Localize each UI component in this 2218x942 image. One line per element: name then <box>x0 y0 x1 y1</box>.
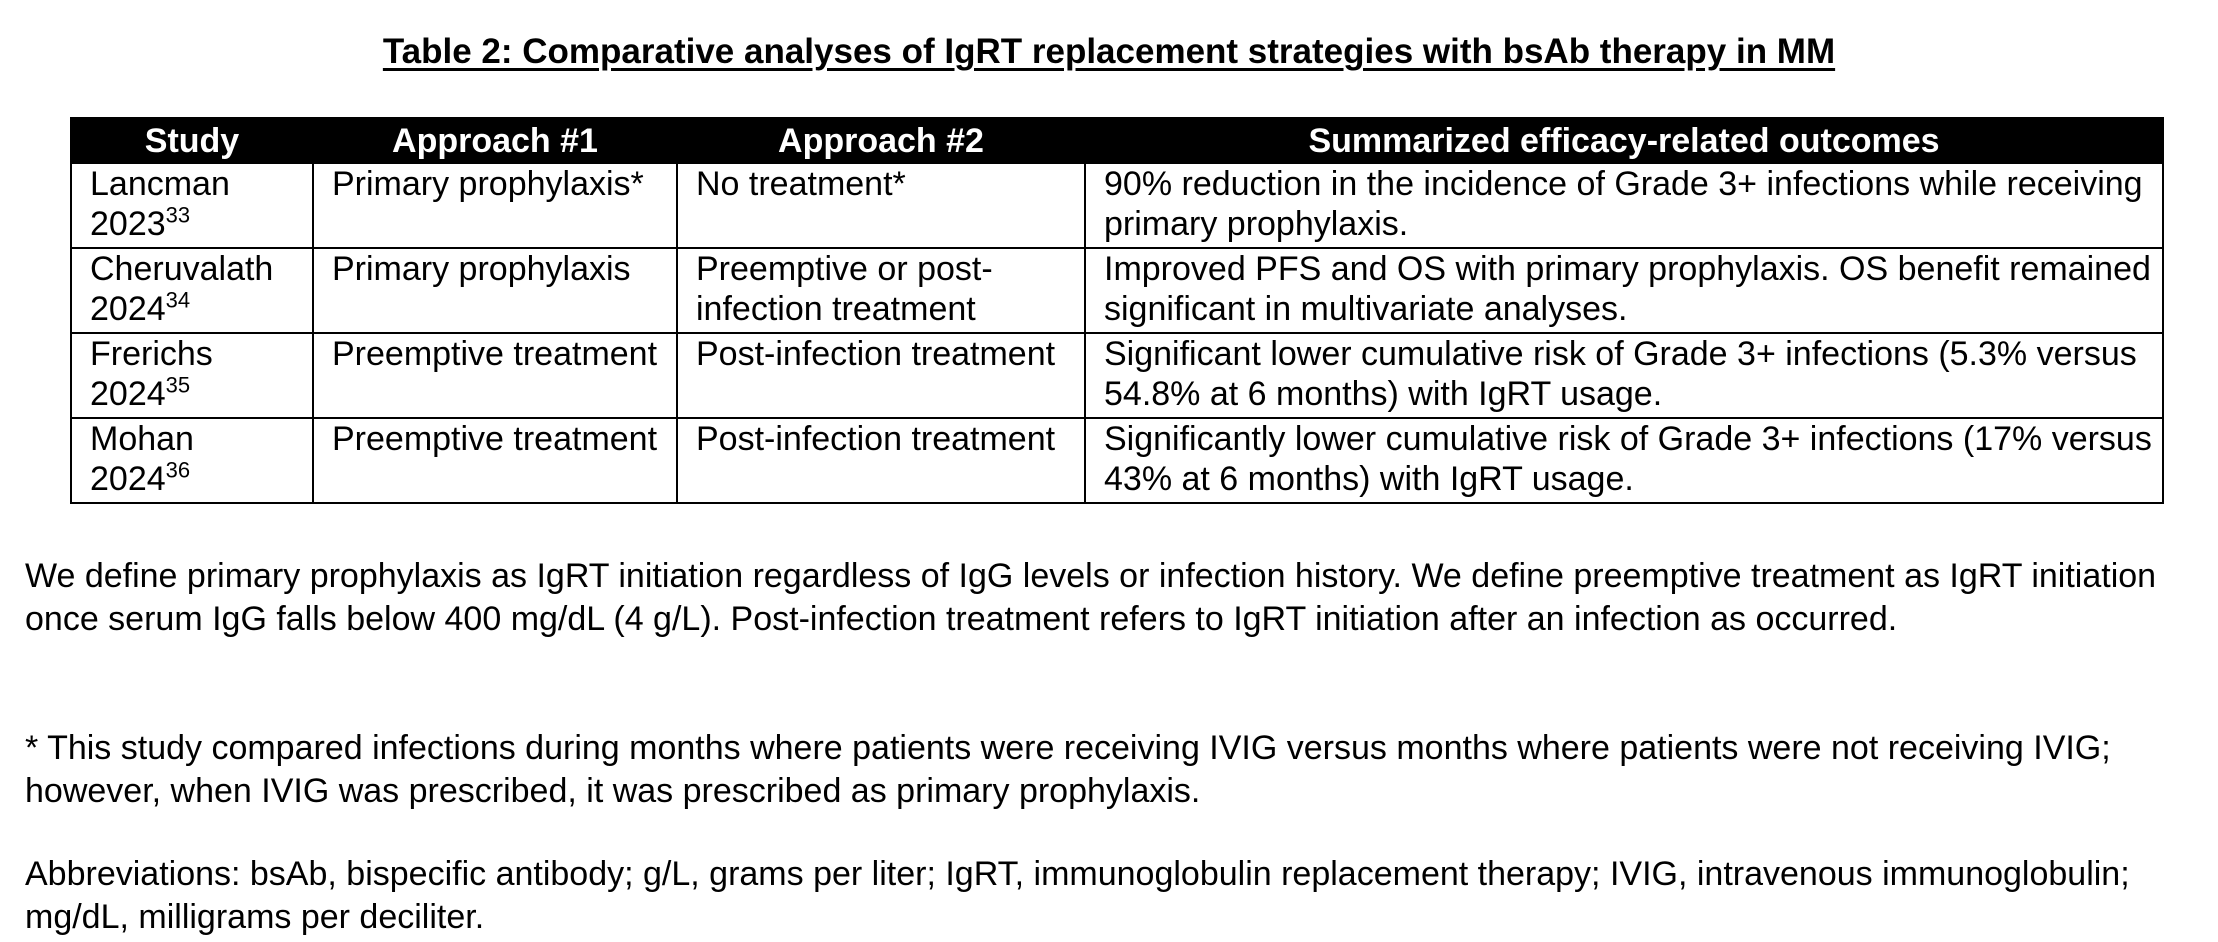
study-year: 2024$^{36}$ <box>90 457 191 498</box>
approach-1-cell: Preemptive treatment <box>313 418 677 503</box>
study-cell <box>71 163 313 248</box>
header-study: Study <box>71 118 313 163</box>
study-name: Mohan <box>90 420 194 458</box>
abbreviations-paragraph: Abbreviations: bsAb, bispecific antibody; g/L, grams per liter; IgRT, immunoglobulin replacement therapy; IVIG, intravenous immunoglobulin; mg/dL, milligrams per deciliter. <box>25 855 2130 936</box>
header-row <box>71 118 2163 163</box>
approach-1-cell: Preemptive treatment <box>313 333 677 418</box>
reference-number: 33 <box>165 202 191 228</box>
study-name: Frerichs <box>90 335 213 373</box>
table-title: Table 2: Comparative analyses of IgRT replacement strategies with bsAb therapy in MM <box>382 32 1836 71</box>
study-name: Lancman <box>90 165 230 203</box>
table-row <box>71 248 2163 333</box>
study-year: 2024$^{35}$ <box>90 372 191 413</box>
approach-2-cell: Post-infection treatment <box>677 418 1085 503</box>
study-cell <box>71 418 313 503</box>
study-cell <box>71 248 313 333</box>
header-approach-2: Approach #2 <box>677 118 1085 163</box>
reference-number: 34 <box>165 287 191 313</box>
header-outcomes: Summarized efficacy-related outcomes <box>1085 118 2163 163</box>
table-row <box>71 418 2163 503</box>
reference-number: 35 <box>165 372 191 398</box>
outcome-cell: Improved PFS and OS with primary prophylaxis. OS benefit remained significant in multivariate analyses. <box>1085 248 2163 333</box>
definitions-paragraph: We define primary prophylaxis as IgRT initiation regardless of IgG levels or infection history. We define preemptive treatment as IgRT initiation once serum IgG falls below 400 mg/dL (4 g/L). Post-infection treatment refers to IgRT initiation after an infection as occurred. <box>25 557 2157 638</box>
study-cell <box>71 333 313 418</box>
outcome-cell: Significantly lower cumulative risk of Grade 3+ infections (17% versus 43% at 6 months) with IgRT usage. <box>1085 418 2163 503</box>
table-row <box>71 333 2163 418</box>
comparison-table <box>70 117 2164 504</box>
reference-number: 36 <box>165 457 191 483</box>
header-approach-1: Approach #1 <box>313 118 677 163</box>
study-year: 2024$^{34}$ <box>90 287 191 328</box>
study-name: Cheruvalath <box>90 250 274 288</box>
study-year: 2023$^{33}$ <box>90 202 191 243</box>
table-row <box>71 163 2163 248</box>
approach-1-cell: Primary prophylaxis* <box>313 163 677 248</box>
approach-2-cell: Preemptive or post-infection treatment <box>677 248 1085 333</box>
footnote-paragraph: * This study compared infections during months where patients were receiving IVIG versus months where patients were not receiving IVIG; however, when IVIG was prescribed, it was prescribed as primary prophylaxis. <box>25 729 2111 810</box>
approach-1-cell: Primary prophylaxis <box>313 248 677 333</box>
approach-2-cell: No treatment* <box>677 163 1085 248</box>
outcome-cell: Significant lower cumulative risk of Grade 3+ infections (5.3% versus 54.8% at 6 months) with IgRT usage. <box>1085 333 2163 418</box>
outcome-cell: 90% reduction in the incidence of Grade 3+ infections while receiving primary prophylaxis. <box>1085 163 2163 248</box>
approach-2-cell: Post-infection treatment <box>677 333 1085 418</box>
